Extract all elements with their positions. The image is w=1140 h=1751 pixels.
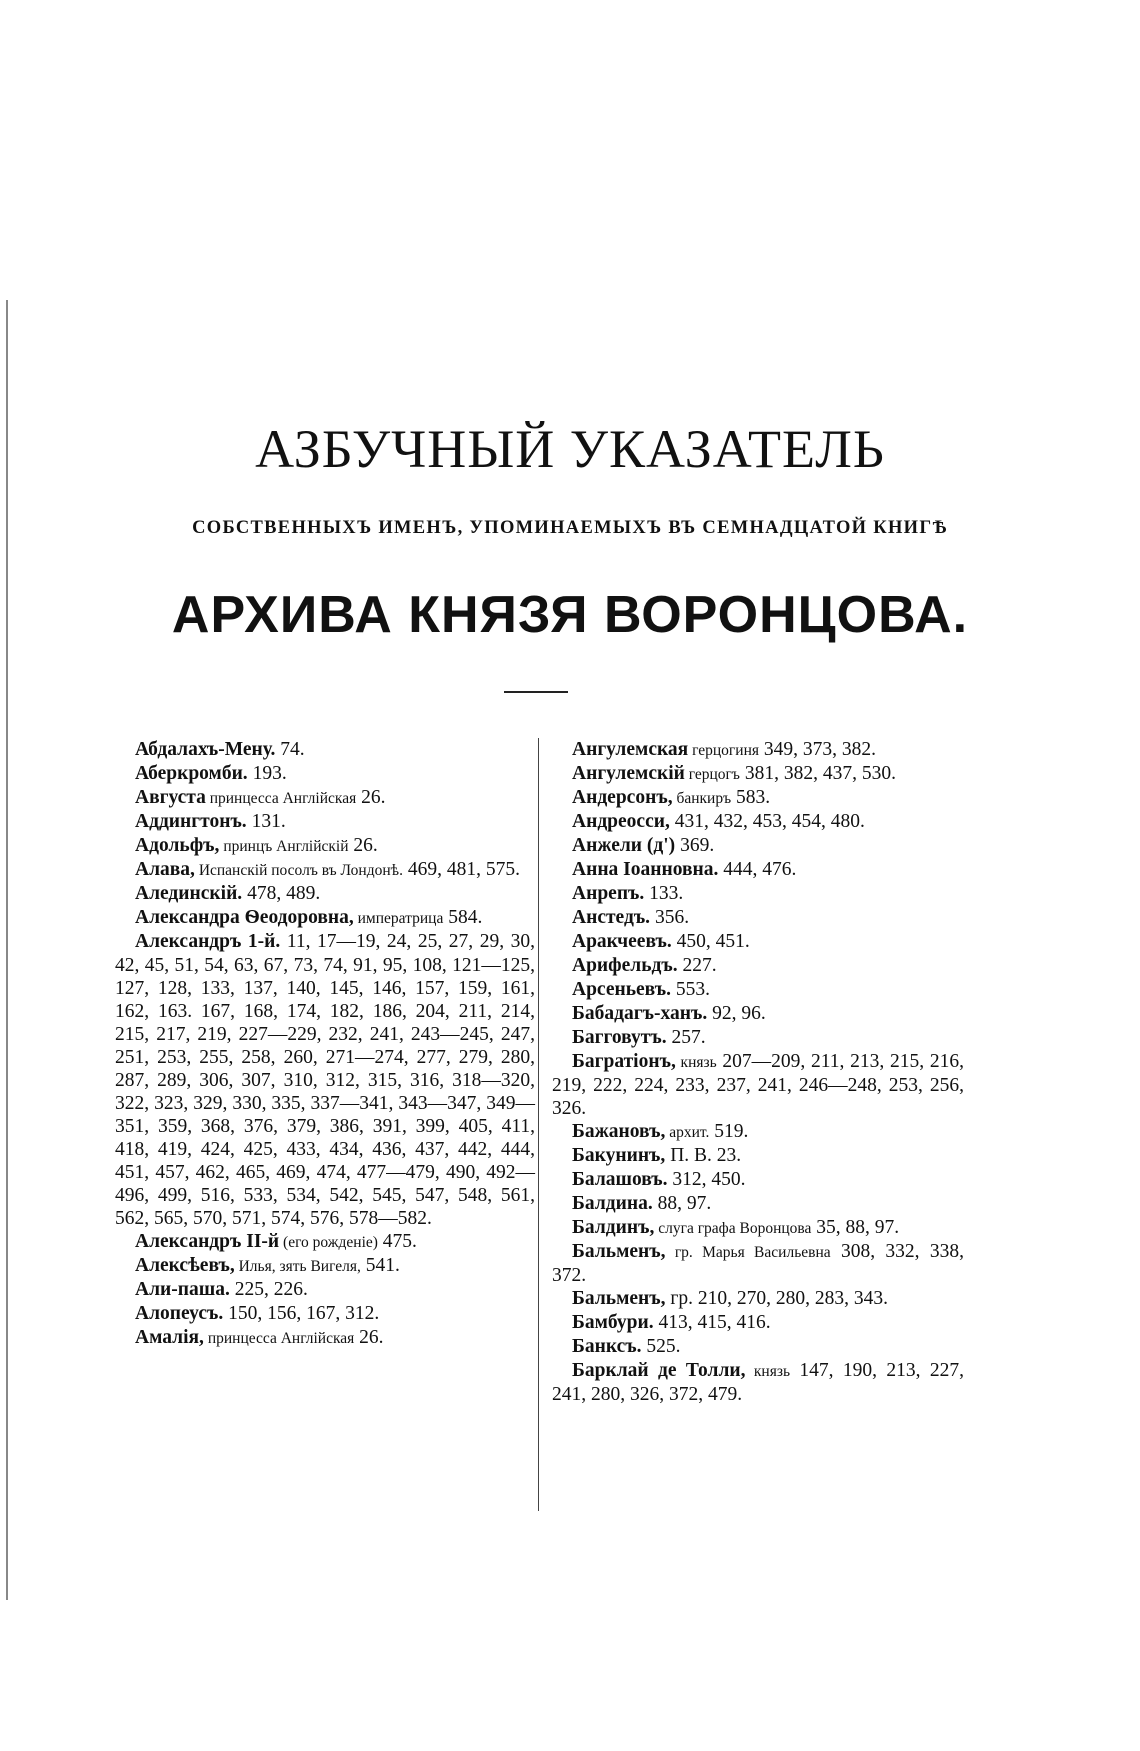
entry-name: Балдинъ,: [572, 1217, 655, 1238]
index-entry: [552, 1120, 964, 1144]
entry-pages: 11, 17—19, 24, 25, 27, 29, 30, 42, 45, 51, 54, 63, 67, 73, 74, 91, 95, 108, 121—125, 127, 128, 133, 137, 140, 145, 146, 157, 159, 161, 162, 163. 167, 168, 174, 182, 186, 204, 211, 214, 215, 217, 219, 227—229, 232, 241, 243—245, 247, 251, 253, 255, 258, 260, 271—274, 277, 279, 280, 287, 289, 306, 307, 310, 312, 315, 316, 318—320, 322, 323, 329, 330, 335, 337—341, 343—347, 349—351, 359, 368, 376, 379, 386, 391, 399, 405, 411, 418, 419, 424, 425, 433, 434, 436, 437, 442, 444, 451, 457, 462, 465, 469, 474, 477—479, 490, 492—496, 499, 516, 533, 534, 542, 545, 547, 548, 561, 562, 565, 570, 571, 574, 576, 578—582.: [115, 931, 535, 1229]
index-entry: [115, 1326, 535, 1350]
index-entry: [552, 1335, 964, 1359]
entry-note: принцесса Англійская: [203, 1330, 355, 1347]
index-entry: [552, 786, 964, 810]
entry-name: Анна Іоанновна.: [572, 859, 719, 880]
entry-pages: 584.: [443, 907, 483, 928]
entry-pages: 74.: [275, 739, 305, 760]
entry-note: герцогъ: [684, 766, 740, 783]
index-entry: [552, 1026, 964, 1050]
entry-name: Абдалахъ-Мену.: [135, 739, 276, 760]
entry-name: Августа: [135, 787, 206, 808]
index-subtitle: СОБСТВЕННЫХЪ ИМЕНЪ, УПОМИНАЕМЫХЪ ВЪ СЕМНАДЦАТОЙ КНИГѢ: [192, 518, 948, 538]
entry-pages: 541.: [360, 1255, 400, 1276]
entry-name: Бальменъ,: [572, 1288, 666, 1309]
index-entry: [552, 882, 964, 906]
entry-pages: 369.: [675, 835, 715, 856]
entry-pages: 227.: [677, 955, 717, 976]
title-rule: [504, 691, 568, 693]
entry-name: Алексѣевъ,: [135, 1255, 235, 1276]
entry-name: Бажановъ,: [572, 1121, 666, 1142]
entry-pages: 553.: [670, 979, 710, 1000]
entry-pages: 478, 489.: [242, 883, 321, 904]
index-entry: [115, 882, 535, 906]
entry-note: императрица: [353, 910, 444, 927]
index-entry: [552, 1050, 964, 1120]
entry-name: Анрепъ.: [572, 883, 645, 904]
index-entry: [552, 1192, 964, 1216]
entry-name: Балдина.: [572, 1193, 653, 1214]
entry-note: принцъ Англійскій: [219, 838, 349, 855]
index-entry: [552, 978, 964, 1002]
entry-pages: П. В. 23.: [665, 1145, 742, 1166]
entry-pages: 150, 156, 167, 312.: [223, 1303, 380, 1324]
index-entry: [115, 858, 535, 882]
entry-pages: 147, 190, 213, 227, 241, 280, 326, 372, 479.: [552, 1360, 964, 1405]
index-entry: [552, 1168, 964, 1192]
entry-name: Адольфъ,: [135, 835, 220, 856]
index-entry: [115, 906, 535, 930]
index-entry: [115, 738, 535, 762]
right-column: [552, 738, 964, 1406]
entry-pages: 349, 373, 382.: [759, 739, 876, 760]
entry-name: Ангулемскій: [572, 763, 685, 784]
index-entry: [552, 1359, 964, 1406]
entry-pages: 88, 97.: [652, 1193, 712, 1214]
index-entry: [115, 1230, 535, 1254]
index-entry: [552, 1144, 964, 1168]
index-entry: [115, 834, 535, 858]
entry-pages: 92, 96.: [707, 1003, 766, 1024]
entry-pages: 26.: [354, 1327, 384, 1348]
entry-note: князь: [745, 1363, 791, 1380]
entry-note: слуга графа Воронцова: [654, 1220, 812, 1237]
entry-pages: гр. 210, 270, 280, 283, 343.: [665, 1288, 888, 1309]
entry-pages: 133.: [644, 883, 684, 904]
entry-note: герцогиня: [688, 742, 759, 759]
entry-note: архит.: [665, 1124, 710, 1141]
entry-note: (его рожденіе): [279, 1234, 378, 1251]
entry-name: Аракчеевъ.: [572, 931, 672, 952]
entry-note: банкиръ: [672, 790, 732, 807]
entry-name: Банксъ.: [572, 1336, 642, 1357]
entry-name: Арсеньевъ.: [572, 979, 671, 1000]
index-entry: [115, 762, 535, 786]
entry-note: Испанскій посолъ въ Лондонѣ.: [194, 862, 403, 879]
entry-name: Бальменъ,: [572, 1241, 666, 1262]
entry-name: Алава,: [135, 859, 195, 880]
entry-pages: 475.: [377, 1231, 417, 1252]
entry-note: принцесса Англійская: [205, 790, 357, 807]
entry-pages: 312, 450.: [667, 1169, 746, 1190]
entry-name: Алопеусъ.: [135, 1303, 224, 1324]
entry-name: Андерсонъ,: [572, 787, 673, 808]
entry-pages: 469, 481, 575.: [402, 859, 520, 880]
archive-title: АРХИВА КНЯЗЯ ВОРОНЦОВА.: [171, 586, 969, 644]
entry-name: Али-паша.: [135, 1279, 230, 1300]
entry-name: Александра Ѳеодоровна,: [135, 907, 354, 928]
left-column: [115, 738, 535, 1350]
entry-pages: 413, 415, 416.: [653, 1312, 771, 1333]
index-entry: [552, 1287, 964, 1311]
entry-pages: 207—209, 211, 213, 215, 216, 219, 222, 224, 233, 237, 241, 246—248, 253, 256, 326.: [552, 1051, 964, 1119]
index-entry: [115, 930, 535, 1230]
index-entry: [552, 1240, 964, 1287]
index-entry: [552, 834, 964, 858]
entry-pages: 583.: [731, 787, 771, 808]
entry-note: князь: [675, 1054, 717, 1071]
entry-pages: 356.: [650, 907, 690, 928]
index-entry: [552, 1216, 964, 1240]
index-entry: [552, 858, 964, 882]
index-entry: [115, 1254, 535, 1278]
entry-name: Амалія,: [135, 1327, 204, 1348]
entry-pages: 444, 476.: [718, 859, 797, 880]
entry-pages: 431, 432, 453, 454, 480.: [669, 811, 865, 832]
entry-pages: 308, 332, 338, 372.: [552, 1241, 964, 1286]
entry-name: Арифельдъ.: [572, 955, 678, 976]
index-entry: [115, 810, 535, 834]
entry-pages: 519.: [709, 1121, 749, 1142]
entry-pages: 193.: [247, 763, 287, 784]
index-entry: [552, 762, 964, 786]
index-entry: [552, 738, 964, 762]
entry-name: Аддингтонъ.: [135, 811, 247, 832]
page-edge-line: [6, 300, 8, 1600]
entry-name: Бамбури.: [572, 1312, 654, 1333]
index-entry: [115, 1278, 535, 1302]
entry-pages: 35, 88, 97.: [811, 1217, 900, 1238]
entry-pages: 131.: [246, 811, 286, 832]
entry-pages: 225, 226.: [229, 1279, 308, 1300]
entry-name: Александръ 1-й.: [135, 931, 281, 952]
entry-pages: 450, 451.: [671, 931, 750, 952]
entry-name: Багговутъ.: [572, 1027, 667, 1048]
index-entry: [552, 1002, 964, 1026]
entry-note: Илья, зять Вигеля,: [234, 1258, 361, 1275]
entry-note: гр. Марья Васильевна: [665, 1244, 831, 1261]
entry-pages: 26.: [356, 787, 386, 808]
index-entry: [115, 786, 535, 810]
index-title: АЗБУЧНЫЙ УКАЗАТЕЛЬ: [255, 419, 885, 479]
entry-pages: 257.: [666, 1027, 706, 1048]
entry-name: Анжели (д'): [572, 835, 676, 856]
entry-name: Багратіонъ,: [572, 1051, 676, 1072]
index-entry: [115, 1302, 535, 1326]
index-entry: [552, 810, 964, 834]
entry-name: Бабадагъ-ханъ.: [572, 1003, 708, 1024]
entry-name: Бакунинъ,: [572, 1145, 666, 1166]
index-entry: [552, 1311, 964, 1335]
entry-name: Алединскій.: [135, 883, 243, 904]
entry-pages: 525.: [641, 1336, 681, 1357]
entry-name: Анстедъ.: [572, 907, 651, 928]
column-divider: [538, 738, 539, 1511]
index-entry: [552, 954, 964, 978]
index-entry: [552, 906, 964, 930]
entry-pages: 381, 382, 437, 530.: [739, 763, 896, 784]
entry-pages: 26.: [348, 835, 378, 856]
entry-name: Ангулемская: [572, 739, 689, 760]
entry-name: Андреосси,: [572, 811, 670, 832]
index-entry: [552, 930, 964, 954]
entry-name: Аберкромби.: [135, 763, 248, 784]
entry-name: Балашовъ.: [572, 1169, 668, 1190]
entry-name: Александръ II-й: [135, 1231, 280, 1252]
entry-name: Барклай де Толли,: [572, 1360, 746, 1381]
